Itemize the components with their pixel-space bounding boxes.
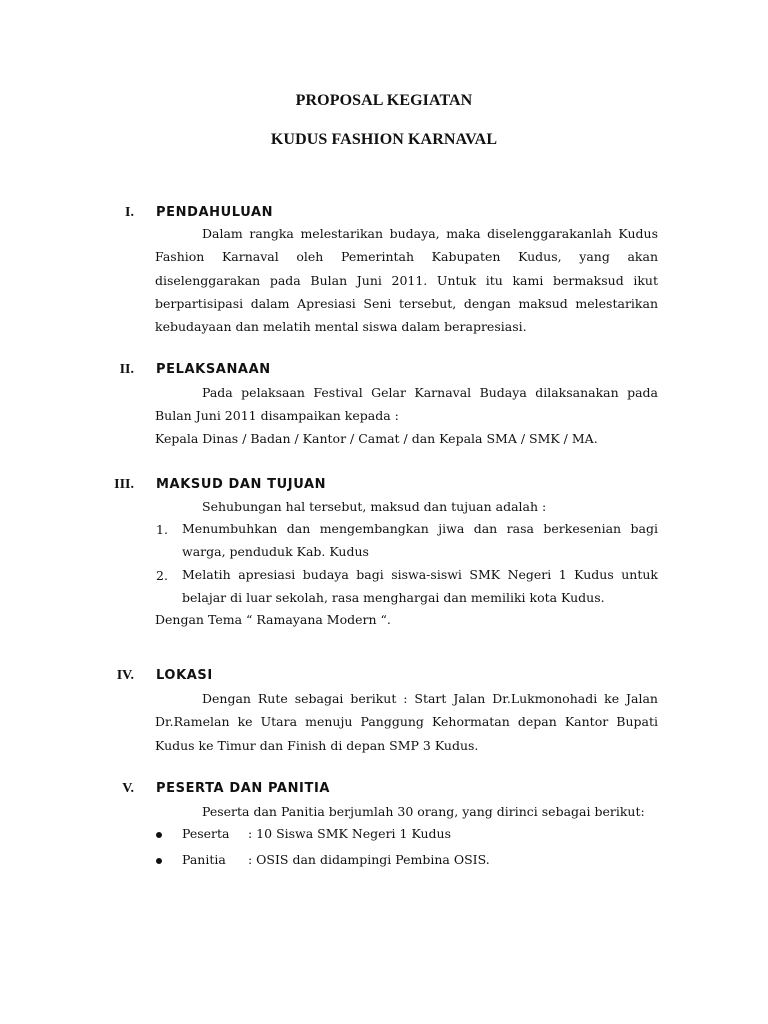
section-number: IV. [116,668,134,683]
bullet-icon [156,858,162,864]
section-heading: PENDAHULUAN [156,205,274,220]
section-intro: Sehubungan hal tersebut, maksud dan tujuan adalah : [202,499,547,514]
bullet-label: Peserta [182,826,230,841]
section-intro: Peserta dan Panitia berjumlah 30 orang, yang dirinci sebagai berikut: [202,804,645,819]
list-item-number: 1. [156,522,168,537]
bullet-value: : OSIS dan didampingi Pembina OSIS. [248,852,490,867]
section-heading: LOKASI [156,668,213,683]
section-heading: MAKSUD DAN TUJUAN [156,477,327,492]
section-number: III. [114,477,134,492]
section-heading: PESERTA DAN PANITIA [156,781,331,796]
list-item: Melatih apresiasi budaya bagi siswa-siswi SMK Negeri 1 Kudus untuk belajar di luar sekolah, rasa menghargai dan memiliki kota Kudus. [182,567,658,605]
section-number: V. [122,781,134,796]
bullet-value: : 10 Siswa SMK Negeri 1 Kudus [248,826,452,841]
bullet-label: Panitia [182,852,226,867]
list-item-number: 2. [156,568,168,583]
theme-line: Dengan Tema “ Ramayana Modern “. [155,612,391,627]
section-paragraph: Dengan Rute sebagai berikut : Start Jalan Dr.Lukmonohadi ke Jalan Dr.Ramelan ke Utara menuju Panggung Kehormatan depan Kantor Bupati Kudus ke Timur dan Finish di depan SMP 3 Kudus. [155,691,658,753]
section-paragraph: Dalam rangka melestarikan budaya, maka diselenggarakanlah Kudus Fashion Karnaval oleh Pemerintah Kabupaten Kudus, yang akan diselenggarakan pada Bulan Juni 2011. Untuk itu kami bermaksud ikut berpartisipasi dalam Apresiasi Seni tersebut, dengan maksud melestarikan kebudayaan dan melatih mental siswa dalam berapresiasi. [155,226,658,335]
list-item: Menumbuhkan dan mengembangkan jiwa dan rasa berkesenian bagi warga, penduduk Kab. Kudus [182,521,658,559]
section-paragraph: Pada pelaksaan Festival Gelar Karnaval Budaya dilaksanakan pada Bulan Juni 2011 disampaikan kepada : [155,385,658,424]
section-heading: PELAKSANAAN [156,362,271,377]
section-number: II. [119,362,134,377]
section-number: I. [125,205,134,220]
bullet-icon [156,832,162,838]
document-subtitle: KUDUS FASHION KARNAVAL [270,131,498,148]
document-title: PROPOSAL KEGIATAN [295,92,473,109]
recipients-line: Kepala Dinas / Badan / Kantor / Camat / dan Kepala SMA / SMK / MA. [155,431,598,446]
